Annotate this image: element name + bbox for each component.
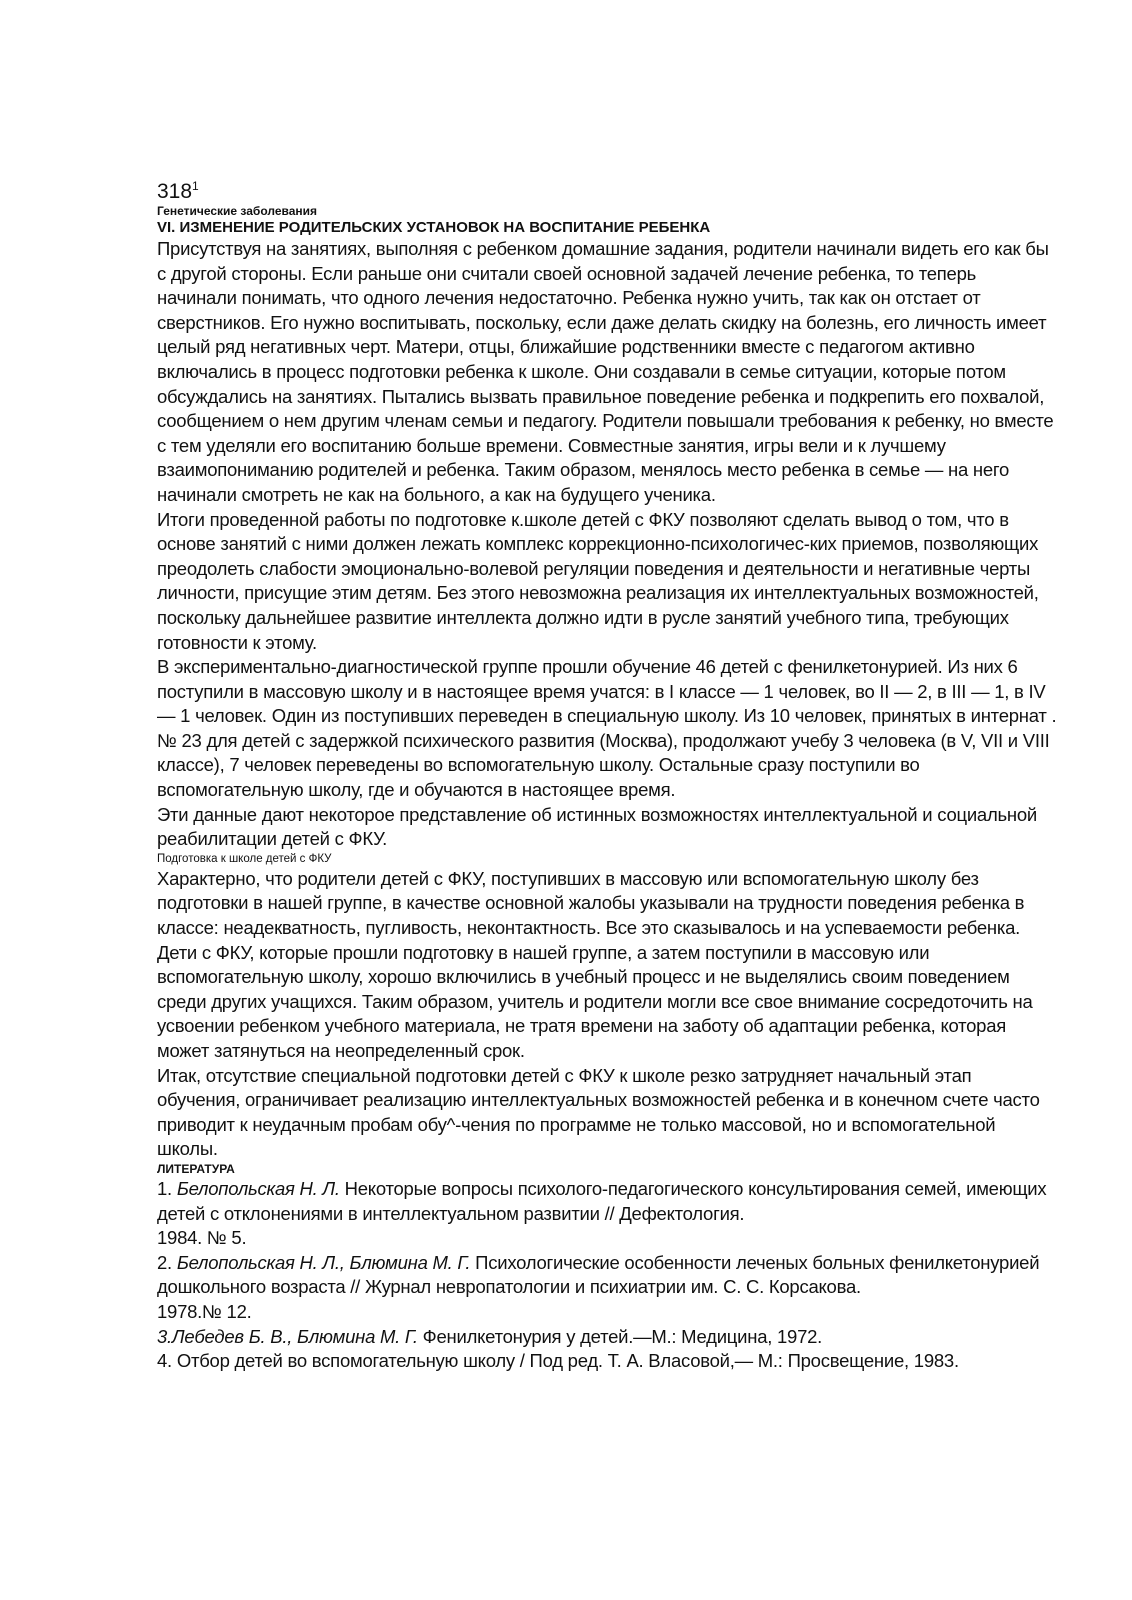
running-head: Генетические заболевания: [157, 204, 318, 218]
reference-item: 2. Белопольская Н. Л., Блюмина М. Г. Психологические особенности леченых больных фенилкетонурией дошкольного возраста // Журнал невропатологии и психиатрии им. С. С. Корсакова.: [157, 1251, 1040, 1298]
paragraph: Характерно, что родители детей с ФКУ, поступивших в массовую или вспомогательную школу без подготовки в нашей группе, в качестве основной жалобы указывали на трудности поведения ребенка в классе: неадекватность, пугливость, неконтактность. Все это сказывалось и на успеваемости ребенка.: [157, 867, 1025, 939]
references-list: [157, 1177, 1057, 1374]
paragraph: Дети с ФКУ, которые прошли подготовку в нашей группе, а затем поступили в массовую или вспомогательную школу, хорошо включились в учебный процесс и не выделялись своим поведением среди других учащихся. Таким образом, учитель и родители могли все свое внимание сосредоточить на усвоении ребенком учебного материала, не тратя времени на заботу об адаптации ребенка, которая может затянуться на неопределенный срок.: [157, 941, 1033, 1061]
reference-item-extra: 1984. № 5.: [157, 1227, 247, 1249]
document-page: [157, 174, 1057, 1374]
reference-item: 4. Отбор детей во вспомогательную школу / Под ред. Т. А. Власовой,— М.: Просвещение, 1983.: [157, 1350, 959, 1372]
reference-item: 3.Лебедев Б. В., Блюмина М. Г. Фенилкетонурия у детей.—М.: Медицина, 1972.: [157, 1325, 823, 1347]
page-number: $318^1$: [157, 179, 199, 203]
reference-author: Белопольская Н. Л.: [176, 1177, 340, 1199]
paragraph: Итак, отсутствие специальной подготовки детей с ФКУ к школе резко затрудняет начальный этап обучения, ограничивает реализацию интеллектуальных возможностей ребенка и в конечном счете часто приводит к неудачным пробам обу^-чения по программе не только массовой, но и вспомогательной школы.: [157, 1064, 1040, 1160]
paragraph: Итоги проведенной работы по подготовке к.школе детей с ФКУ позволяют сделать вывод о том, что в основе занятий с ними должен лежать комплекс коррекционно-психологичес-ких приемов, позволяющих преодолеть слабости эмоционально-волевой регуляции поведения и деятельности и негативные черты личности, присущие этим детям. Без этого невозможна реализация их интеллектуальных возможностей, поскольку дальнейшее развитие интеллекта должно идти в русле занятий учебного типа, требующих готовности к этому.: [157, 508, 1039, 653]
page-number-superscript: 1: [192, 179, 199, 193]
reference-author: Белопольская Н. Л., Блюмина М. Г.: [176, 1251, 471, 1273]
paragraph: В экспериментально-диагностической группе прошли обучение 46 детей с фенилкетонурией. Из них 6 поступили в массовую школу и в настоящее время учатся: в I классе — 1 человек, во II — 2, в III — 1, в IV — 1 человек. Один из поступивших переведен в специальную школу. Из 10 человек, принятых в интернат .№ 23 для детей с задержкой психического развития (Москва), продолжают учебу 3 человека (в V, VII и VIII классе), 7 человек переведены во вспомогательную школу. Остальные сразу поступили во вспомогательную школу, где и обучаются в настоящее время.: [157, 656, 1057, 801]
running-foot: Подготовка к школе детей с ФКУ: [157, 852, 332, 865]
reference-item: 1. Белопольская Н. Л. Некоторые вопросы психолого-педагогического консультирования семей, имеющих детей с отклонениями в интеллектуальном развитии // Дефектология.: [157, 1177, 1047, 1224]
paragraph: Присутствуя на занятиях, выполняя с ребенком домашние задания, родители начинали видеть его как бы с другой стороны. Если раньше они считали своей основной задачей лечение ребенка, то теперь начинали понимать, что одного лечения недостаточно. Ребенка нужно учить, так как он отстает от сверстников. Его нужно воспитывать, поскольку, если даже делать скидку на болезнь, его личность имеет целый ряд негативных черт. Матери, отцы, ближайшие родственники вместе с педагогом активно включались в процесс подготовки ребенка к школе. Они создавали в семье ситуации, которые потом обсуждались на занятиях. Пытались вызвать правильное поведение ребенка и подкрепить его похвалой, сообщением о нем другим членам семьи и педагогу. Родители повышали требования к ребенку, но вместе с тем уделяли его воспитанию больше времени. Совместные занятия, игры вели и к лучшему взаимопониманию родителей и ребенка. Таким образом, менялось место ребенка в семье — на него начинали смотреть не как на больного, а как на будущего ученика.: [157, 238, 1054, 505]
paragraph: Эти данные дают некоторое представление об истинных возможностях интеллектуальной и социальной реабилитации детей с ФКУ.: [157, 803, 1037, 850]
reference-item-extra: 1978.№ 12.: [157, 1300, 252, 1322]
reference-author: 3.Лебедев Б. В., Блюмина М. Г.: [157, 1325, 418, 1347]
references-title: ЛИТЕРАТУРА: [157, 1161, 235, 1176]
section-title: VI. ИЗМЕНЕНИЕ РОДИТЕЛЬСКИХ УСТАНОВОК НА ВОСПИТАНИЕ РЕБЕНКА: [157, 219, 711, 236]
